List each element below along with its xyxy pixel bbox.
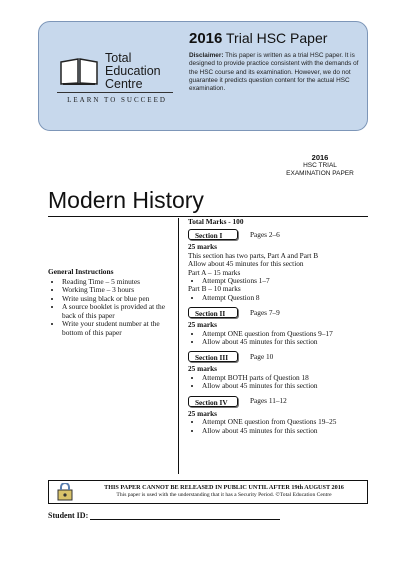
section-2-label: Section II (188, 307, 238, 318)
total-marks: Total Marks - 100 (188, 217, 244, 226)
subject-title: Modern History (48, 187, 204, 213)
section-4-label: Section IV (188, 396, 238, 407)
logo-tagline: LEARN TO SUCCEED (67, 96, 167, 104)
disclaimer-label: Disclaimer: (189, 52, 224, 59)
logo-rule (57, 92, 173, 93)
student-id-field[interactable] (90, 519, 280, 520)
lock-icon (53, 483, 77, 501)
section-4-item: • Attempt ONE question from Questions 19–25 (202, 418, 368, 426)
section-2 (188, 307, 368, 346)
section-3-marks: 25 marks (188, 364, 217, 374)
security-notice-text: This paper is used with the understanding that it has a Security Period. ©Total Education Centre (116, 492, 332, 498)
section-4 (188, 396, 368, 435)
section-1 (188, 229, 368, 302)
exam-paper: EXAMINATION PAPER (286, 170, 354, 177)
sections-panel (188, 218, 368, 440)
section-1-label: Section I (188, 229, 238, 240)
exam-year: 2016 (311, 153, 329, 162)
section-2-item: • Attempt ONE question from Questions 9–17 (202, 330, 368, 338)
divider-vertical (178, 218, 179, 474)
header-banner (38, 21, 368, 131)
section-2-item: • Allow about 45 minutes for this section (202, 338, 368, 346)
section-1-line: This section has two parts, Part A and Part B (188, 250, 319, 260)
section-1-marks: 25 marks (188, 242, 217, 252)
exam-type: HSC TRIAL (303, 162, 337, 169)
section-3 (188, 351, 368, 390)
student-id (48, 511, 368, 520)
banner-title (189, 30, 365, 47)
section-2-marks: 25 marks (188, 320, 217, 330)
section-1-part-a-item: • Attempt Questions 1–7 (202, 277, 368, 285)
section-1-part-a: Part A – 15 marks (188, 267, 241, 277)
instruction-item: • Write using black or blue pen (62, 295, 178, 304)
section-1-part-b-item: • Attempt Question 8 (202, 294, 368, 302)
banner-title-text: Trial HSC Paper (226, 30, 328, 46)
exam-tag (270, 154, 370, 178)
disclaimer-text: This paper is written as a trial HSC paper. It is designed to provide practice consistent with the demands of the HSC course and its examination. However, we do not guarantee it predicts question content for the actual HSC examination. (189, 52, 359, 93)
tec-logo (55, 52, 175, 127)
instruction-item: • Write your student number at the bottom of this paper (62, 320, 178, 337)
section-4-pages: Pages 11–12 (250, 395, 287, 405)
open-book-icon (59, 56, 99, 86)
security-notice (48, 480, 368, 504)
org-name: Total Education Centre (105, 51, 161, 91)
student-id-label: Student ID: (48, 511, 89, 520)
section-1-pages: Pages 2–6 (250, 229, 280, 239)
general-instructions-title: General Instructions (48, 267, 114, 276)
section-3-item: • Allow about 45 minutes for this section (202, 382, 368, 390)
section-4-marks: 25 marks (188, 408, 217, 418)
general-instructions (48, 268, 178, 337)
section-4-item: • Allow about 45 minutes for this section (202, 427, 368, 435)
instruction-item: • Working Time – 3 hours (62, 286, 178, 295)
instruction-item: • Reading Time – 5 minutes (62, 278, 178, 287)
security-notice-title: THIS PAPER CANNOT BE RELEASED IN PUBLIC UNTIL AFTER 19th AUGUST 2016 (104, 484, 344, 491)
section-1-part-b: Part B – 10 marks (188, 284, 241, 294)
section-1-line: Allow about 45 minutes for this section (188, 259, 304, 269)
section-3-label: Section III (188, 351, 238, 362)
disclaimer (189, 52, 365, 93)
section-3-item: • Attempt BOTH parts of Question 18 (202, 374, 368, 382)
instruction-item: • A source booklet is provided at the back of this paper (62, 303, 178, 320)
section-2-pages: Pages 7–9 (250, 307, 280, 317)
section-3-pages: Page 10 (250, 351, 274, 361)
banner-year: 2016 (189, 30, 223, 47)
